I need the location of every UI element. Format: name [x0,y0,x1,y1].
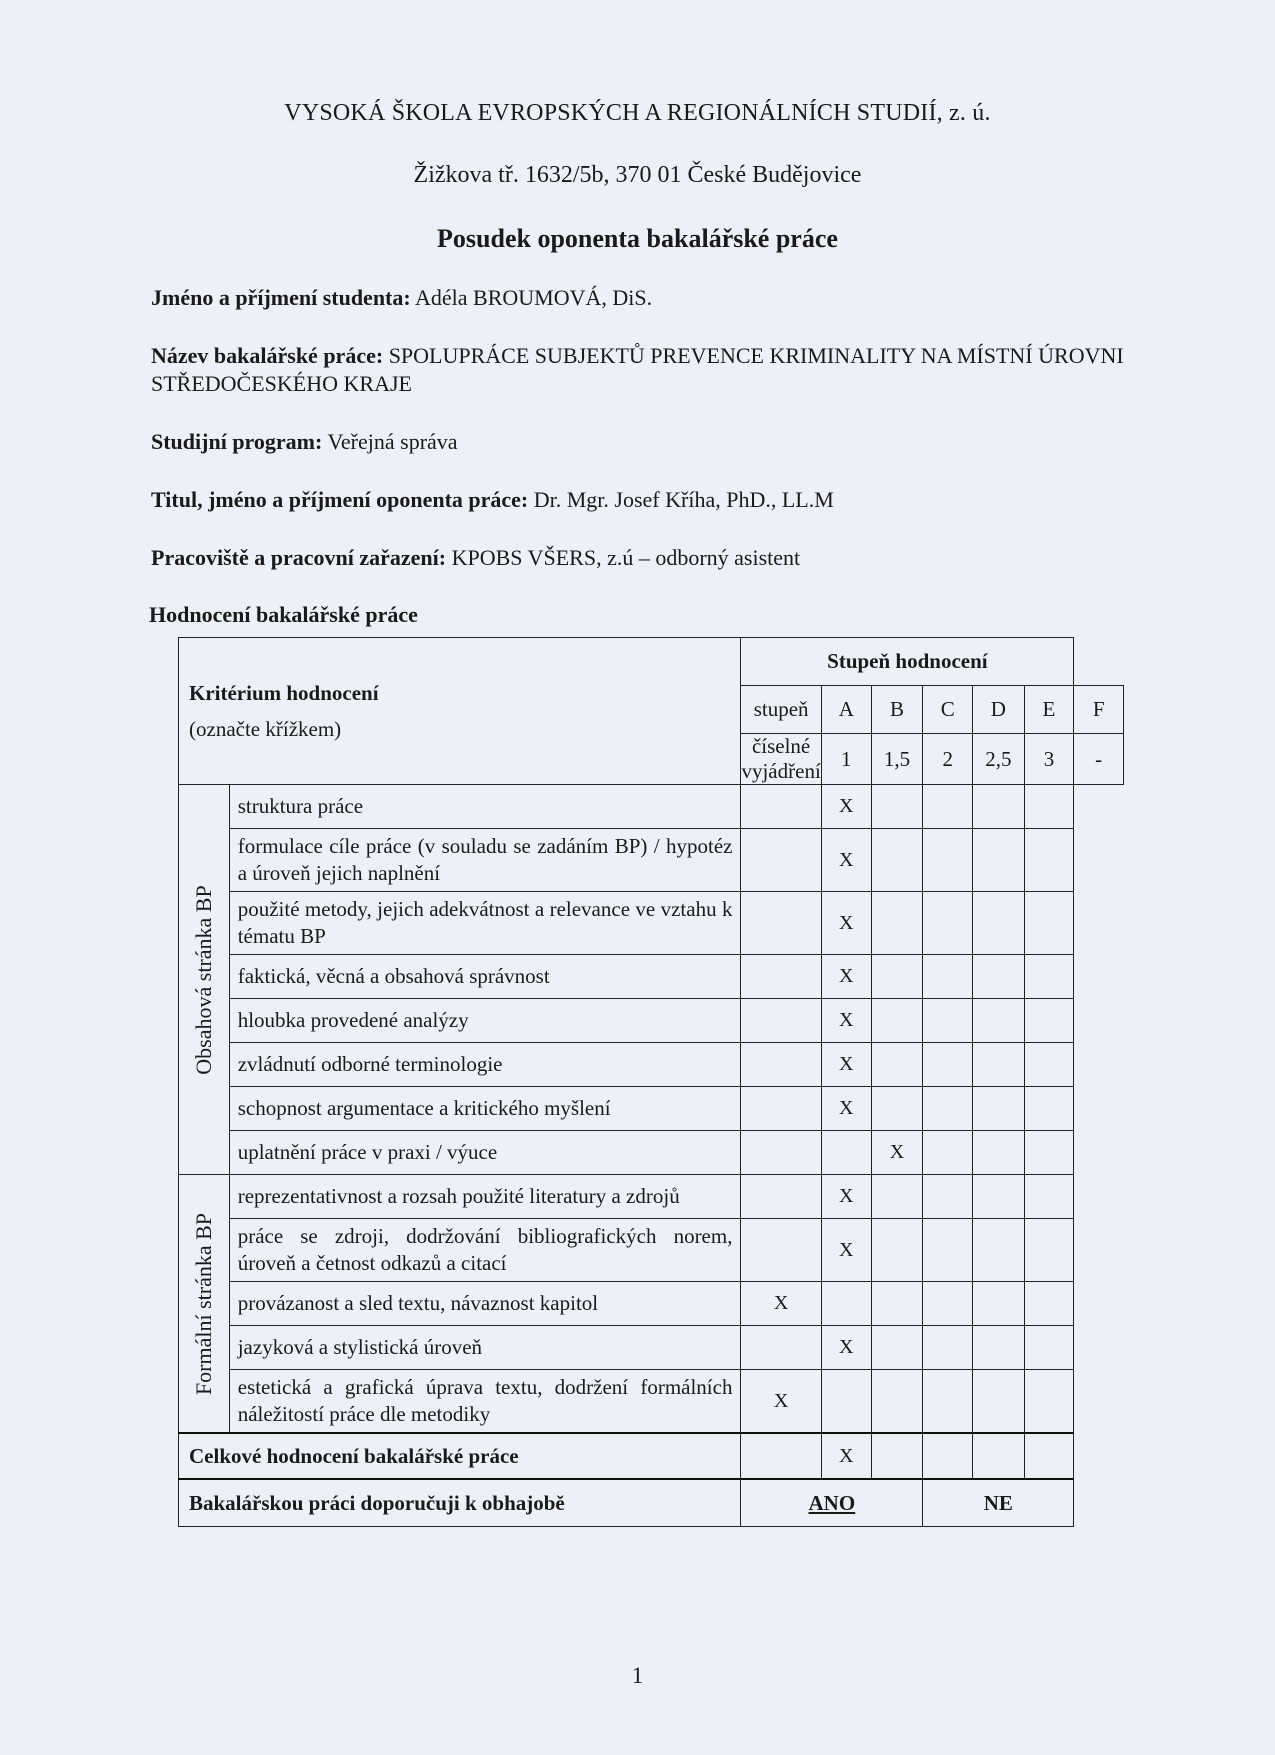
school-address: Žižkova tř. 1632/5b, 370 01 České Budějovice [413,162,862,188]
grade-cell [1024,1087,1074,1131]
grade-mark: X [821,1219,871,1282]
grade-cell [973,1370,1024,1434]
grade-cell [1024,892,1074,955]
grade-cell [973,1326,1024,1370]
evaluation-table [178,637,1124,1527]
numeric-a: 1 [821,734,871,785]
thesis-label: Název bakalářské práce: [151,343,384,368]
grade-cell [1024,1131,1074,1175]
grade-cell [871,1219,922,1282]
workplace-label: Pracoviště a pracovní zařazení: [151,545,447,570]
criterion-row [179,785,1124,829]
criterion-row [179,1282,1124,1326]
criterion-row [179,1175,1124,1219]
grade-cell [741,892,821,955]
grade-cell [923,1282,973,1326]
criterion-title: Kritérium hodnocení [189,681,379,705]
grade-cell [1024,1326,1074,1370]
grade-mark: X [821,1043,871,1087]
grade-mark: X [821,1175,871,1219]
grade-cell [741,1175,821,1219]
criterion-row [179,1370,1124,1434]
total-cell-d [923,1433,973,1479]
grade-cell [923,1219,973,1282]
content-criterion-label: zvládnutí odborné terminologie [229,1043,741,1087]
page-number: 1 [631,1663,644,1688]
grade-mark: X [821,1087,871,1131]
grade-mark: X [821,829,871,892]
grade-mark: X [741,1370,821,1434]
grade-cell [923,1370,973,1434]
content-criterion-label: faktická, věcná a obsahová správnost [229,955,741,999]
formal-group-label: Formální stránka BP [190,1212,216,1395]
content-group-label: Obsahová stránka BP [190,884,216,1075]
grade-cell [871,829,922,892]
criterion-row [179,1087,1124,1131]
numeric-row-label: číselné vyjádření [741,734,821,783]
grade-cell [973,1282,1024,1326]
grade-cell [973,892,1024,955]
grade-cell [923,892,973,955]
grade-cell [923,1326,973,1370]
grade-cell [1024,1282,1074,1326]
program-field [151,428,1161,456]
content-criterion-label: schopnost argumentace a kritického myšlení [229,1087,741,1131]
grade-cell [741,1043,821,1087]
grade-cell [741,1087,821,1131]
grade-cell [741,829,821,892]
grade-cell [871,1087,922,1131]
recommend-yes: ANO [741,1479,923,1527]
criterion-row [179,1219,1124,1282]
numeric-b: 1,5 [871,734,922,785]
formal-criterion-label: reprezentativnost a rozsah použité literatury a zdrojů [229,1175,741,1219]
total-cell-a [741,1433,821,1479]
thesis-field [151,342,1161,398]
grade-cell [973,1219,1024,1282]
grade-cell [923,829,973,892]
criterion-row [179,955,1124,999]
total-cell-f [1024,1433,1074,1479]
document-title: Posudek oponenta bakalářské práce [437,224,838,253]
grade-cell [871,999,922,1043]
opponent-value: Dr. Mgr. Josef Kříha, PhD., LL.M [528,487,834,512]
grade-cell [741,1219,821,1282]
recommend-row [179,1479,1124,1527]
total-row [179,1433,1124,1479]
grade-mark: X [741,1282,821,1326]
criterion-header [179,638,741,785]
school-name: VYSOKÁ ŠKOLA EVROPSKÝCH A REGIONÁLNÍCH STUDIÍ, z. ú. [284,100,991,126]
formal-criterion-label: práce se zdroji, dodržování bibliografických norem, úroveň a četnost odkazů a citací [229,1219,741,1282]
grade-cell [1024,1175,1074,1219]
grade-cell [923,955,973,999]
grade-cell [1024,1370,1074,1434]
grade-e: E [1024,686,1074,734]
grade-d: D [973,686,1024,734]
grade-cell [1024,829,1074,892]
content-group [179,785,230,1175]
grade-cell [871,1175,922,1219]
content-criterion-label: hloubka provedené analýzy [229,999,741,1043]
grade-cell [1024,1043,1074,1087]
grade-cell [923,785,973,829]
grade-f: F [1074,686,1124,734]
content-criterion-label: uplatnění práce v praxi / výuce [229,1131,741,1175]
grade-cell [871,1326,922,1370]
grade-cell [821,1282,871,1326]
grade-cell [923,1043,973,1087]
grade-cell [871,1043,922,1087]
grade-mark: X [871,1131,922,1175]
grade-cell [871,955,922,999]
grade-mark: X [821,785,871,829]
grade-mark: X [821,1326,871,1370]
grade-cell [973,1175,1024,1219]
workplace-value: KPOBS VŠERS, z.ú – odborný asistent [446,545,801,570]
grade-cell [973,999,1024,1043]
grade-mark: X [821,999,871,1043]
program-value: Veřejná správa [322,429,458,454]
criterion-row [179,829,1124,892]
grade-cell [741,1326,821,1370]
grade-cell [923,1131,973,1175]
numeric-f: - [1074,734,1124,785]
content-criterion-label: struktura práce [229,785,741,829]
thesis-value: SPOLUPRÁCE SUBJEKTŮ PREVENCE KRIMINALITY NA MÍSTNÍ ÚROVNI STŘEDOČESKÉHO KRAJE [151,343,1124,396]
formal-criterion-label: estetická a grafická úprava textu, dodržení formálních náležitostí práce dle metodiky [229,1370,741,1434]
content-criterion-label: formulace cíle práce (v souladu se zadáním BP) / hypotéz a úroveň jejich naplnění [229,829,741,892]
formal-criterion-label: jazyková a stylistická úroveň [229,1326,741,1370]
grade-cell [821,1131,871,1175]
grade-cell [871,1370,922,1434]
grade-mark: X [821,892,871,955]
total-cell-c [871,1433,922,1479]
numeric-c: 2 [923,734,973,785]
numeric-e: 3 [1024,734,1074,785]
grade-cell [923,1175,973,1219]
criterion-row [179,1131,1124,1175]
total-mark: X [821,1433,871,1479]
formal-criterion-label: provázanost a sled textu, návaznost kapitol [229,1282,741,1326]
opponent-label: Titul, jméno a příjmení oponenta práce: [151,487,529,512]
grade-cell [1024,955,1074,999]
recommend-label: Bakalářskou práci doporučuji k obhajobě [179,1479,741,1527]
grade-cell [973,1087,1024,1131]
workplace-field [151,544,1161,572]
student-value: Adéla BROUMOVÁ, DiS. [410,285,653,310]
grade-cell [973,1131,1024,1175]
criterion-note: (označte křížkem) [189,717,342,741]
grade-cell [871,785,922,829]
grade-a: A [821,686,871,734]
evaluation-section-title: Hodnocení bakalářské práce [149,602,418,627]
grade-cell [821,1370,871,1434]
opponent-field [151,486,1161,514]
numeric-d: 2,5 [973,734,1024,785]
criterion-row [179,892,1124,955]
grade-cell [973,829,1024,892]
grade-cell [741,999,821,1043]
criterion-row [179,1043,1124,1087]
grade-cell [973,955,1024,999]
total-cell-e [973,1433,1024,1479]
recommend-no: NE [923,1479,1074,1527]
grade-b: B [871,686,922,734]
grade-cell [1024,785,1074,829]
grade-cell [973,785,1024,829]
content-criterion-label: použité metody, jejich adekvátnost a relevance ve vztahu k tématu BP [229,892,741,955]
grade-cell [871,1282,922,1326]
grade-cell [973,1043,1024,1087]
grade-cell [1024,999,1074,1043]
criterion-row [179,999,1124,1043]
formal-group [179,1175,230,1434]
grade-header: Stupeň hodnocení [741,638,1074,686]
grade-cell [1024,1219,1074,1282]
student-field [151,284,1161,312]
grade-c: C [923,686,973,734]
grade-cell [741,955,821,999]
grade-row-label: stupeň [741,686,821,734]
grade-cell [923,999,973,1043]
student-label: Jméno a příjmení studenta: [151,285,411,310]
grade-cell [741,1131,821,1175]
program-label: Studijní program: [151,429,323,454]
grade-cell [741,785,821,829]
total-label: Celkové hodnocení bakalářské práce [179,1433,741,1479]
grade-cell [871,892,922,955]
criterion-row [179,1326,1124,1370]
grade-cell [923,1087,973,1131]
grade-mark: X [821,955,871,999]
